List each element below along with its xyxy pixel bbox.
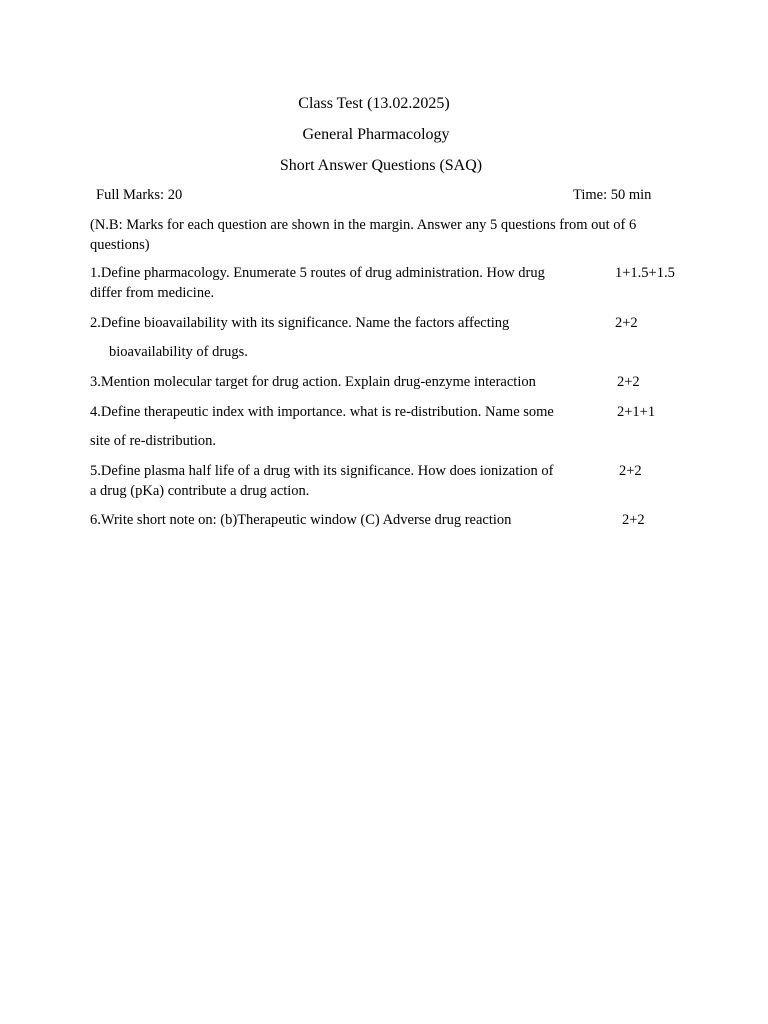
question-4-text-line1: 4.Define therapeutic index with importance. what is re-distribution. Name some <box>90 404 554 420</box>
question-1-marks: 1+1.5+1.5 <box>615 265 675 281</box>
time-allowed: Time: 50 min <box>573 187 652 203</box>
question-4-marks: 2+1+1 <box>617 404 656 420</box>
section-title: Short Answer Questions (SAQ) <box>279 157 483 174</box>
question-2-marks: 2+2 <box>615 315 638 331</box>
question-6-text: 6.Write short note on: (b)Therapeutic window (C) Adverse drug reaction <box>90 512 512 528</box>
question-3-marks: 2+2 <box>617 374 640 390</box>
question-4-text-line2: site of re-distribution. <box>90 433 217 449</box>
full-marks: Full Marks: 20 <box>96 187 183 203</box>
question-5-marks: 2+2 <box>619 463 642 479</box>
question-5-text: 5.Define plasma half life of a drug with its significance. How does ionization of a drug (pKa) contribute a drug action. <box>90 463 554 499</box>
question-2-text-line1: 2.Define bioavailability with its significance. Name the factors affecting <box>90 315 510 331</box>
question-1-text: 1.Define pharmacology. Enumerate 5 routes of drug administration. How drug differ from medicine. <box>90 265 545 301</box>
question-6-marks: 2+2 <box>622 512 645 528</box>
instructions-note: (N.B: Marks for each question are shown in the margin. Answer any 5 questions from out of 6 questions) <box>90 217 637 253</box>
question-2-text-line2: bioavailability of drugs. <box>109 344 248 360</box>
question-3-text: 3.Mention molecular target for drug action. Explain drug-enzyme interaction <box>90 374 536 390</box>
subject-title: General Pharmacology <box>302 126 450 143</box>
test-title: Class Test (13.02.2025) <box>298 95 450 112</box>
